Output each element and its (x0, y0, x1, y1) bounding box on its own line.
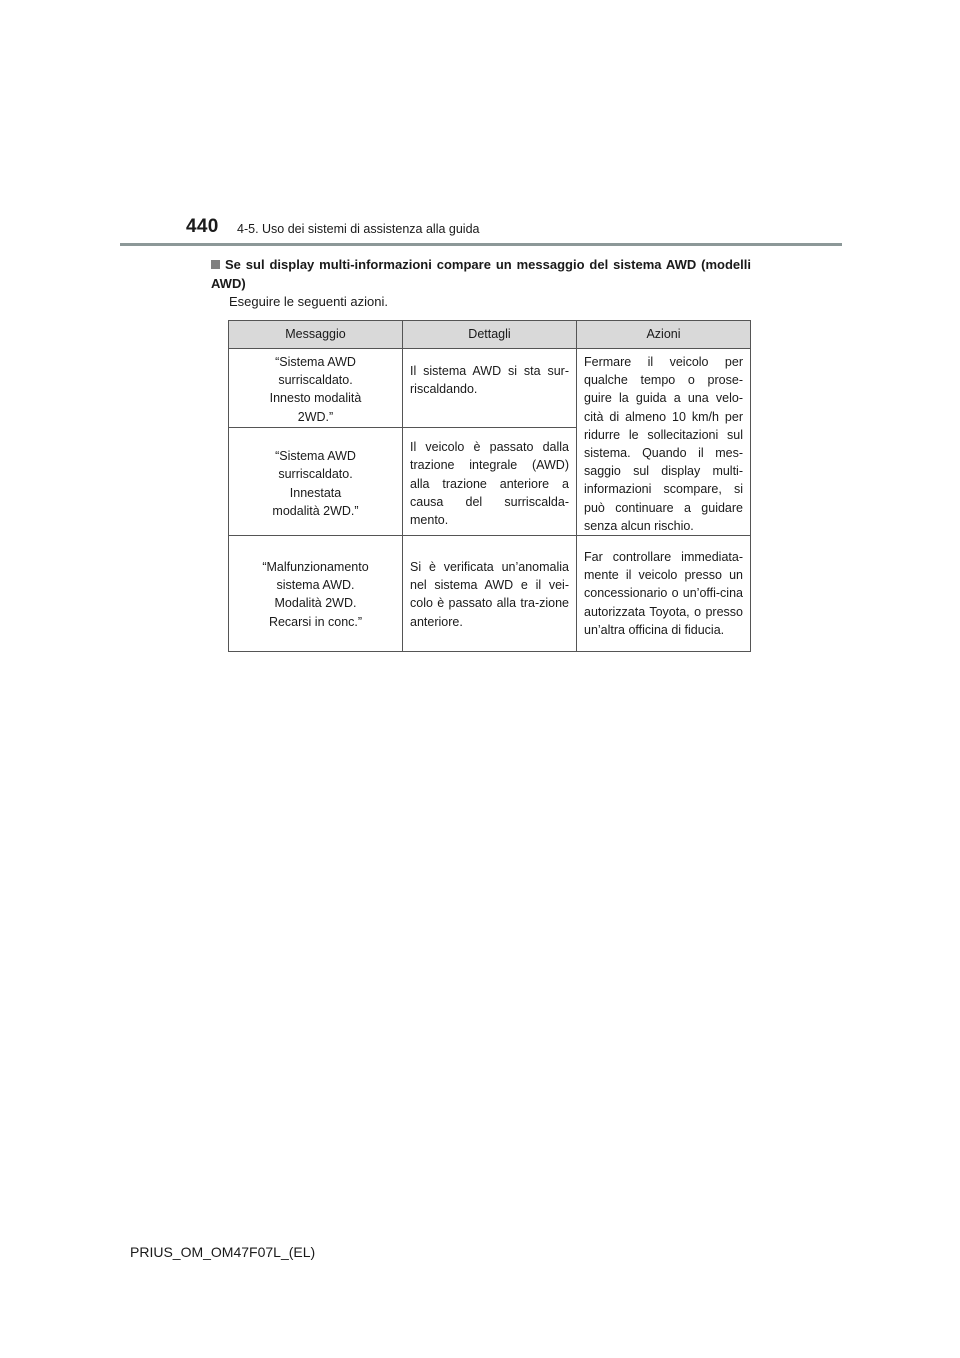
actions-cell (577, 536, 751, 652)
column-header-message: Messaggio (229, 321, 403, 349)
message-text: “Sistema AWD surriscaldato. Innesto modalità 2WD.” (269, 355, 362, 424)
page-number: 440 (186, 216, 219, 237)
section-heading-text: Se sul display multi-informazioni compare un messaggio del sistema AWD (modelli AWD) (211, 257, 751, 291)
intro-text: Eseguire le seguenti azioni. (229, 294, 388, 309)
table-header-row (229, 321, 751, 349)
message-cell (229, 536, 403, 652)
details-cell (403, 428, 577, 536)
details-text: Si è verificata un’anomalia nel sistema AWD e il vei-colo è passato alla tra-zione anteriore. (410, 560, 569, 629)
actions-text: Fermare il veicolo per qualche tempo o prose-guire la guida a una velo-cità di almeno 10 km/h per ridurre le sollecitazioni sul sistema. Quando il mes-saggio sul display multi-informazioni scompare, si può continuare a guidare senza alcun rischio. (584, 355, 743, 533)
column-header-details: Dettagli (403, 321, 577, 349)
table-row (229, 349, 751, 428)
header-rule (120, 243, 842, 246)
document-code: PRIUS_OM_OM47F07L_(EL) (130, 1244, 316, 1260)
square-bullet-icon (211, 260, 220, 269)
section-title: 4-5. Uso dei sistemi di assistenza alla guida (237, 222, 480, 236)
message-text: “Sistema AWD surriscaldato. Innestata modalità 2WD.” (272, 449, 359, 518)
details-text: Il sistema AWD si sta sur-riscaldando. (410, 364, 569, 397)
table-row (229, 536, 751, 652)
message-cell (229, 428, 403, 536)
details-cell (403, 349, 577, 428)
actions-cell (577, 349, 751, 536)
message-cell (229, 349, 403, 428)
section-heading (211, 255, 751, 293)
awd-message-table (228, 320, 751, 652)
message-text: “Malfunzionamento sistema AWD. Modalità 2WD. Recarsi in conc.” (262, 560, 369, 629)
column-header-actions: Azioni (577, 321, 751, 349)
details-text: Il veicolo è passato dalla trazione integrale (AWD) alla trazione anteriore a causa del surriscalda-mento. (410, 440, 569, 528)
actions-text: Far controllare immediata-mente il veicolo presso un concessionario o un’offi-cina autorizzata Toyota, o presso un’altra officina di fiducia. (584, 550, 743, 637)
details-cell (403, 536, 577, 652)
